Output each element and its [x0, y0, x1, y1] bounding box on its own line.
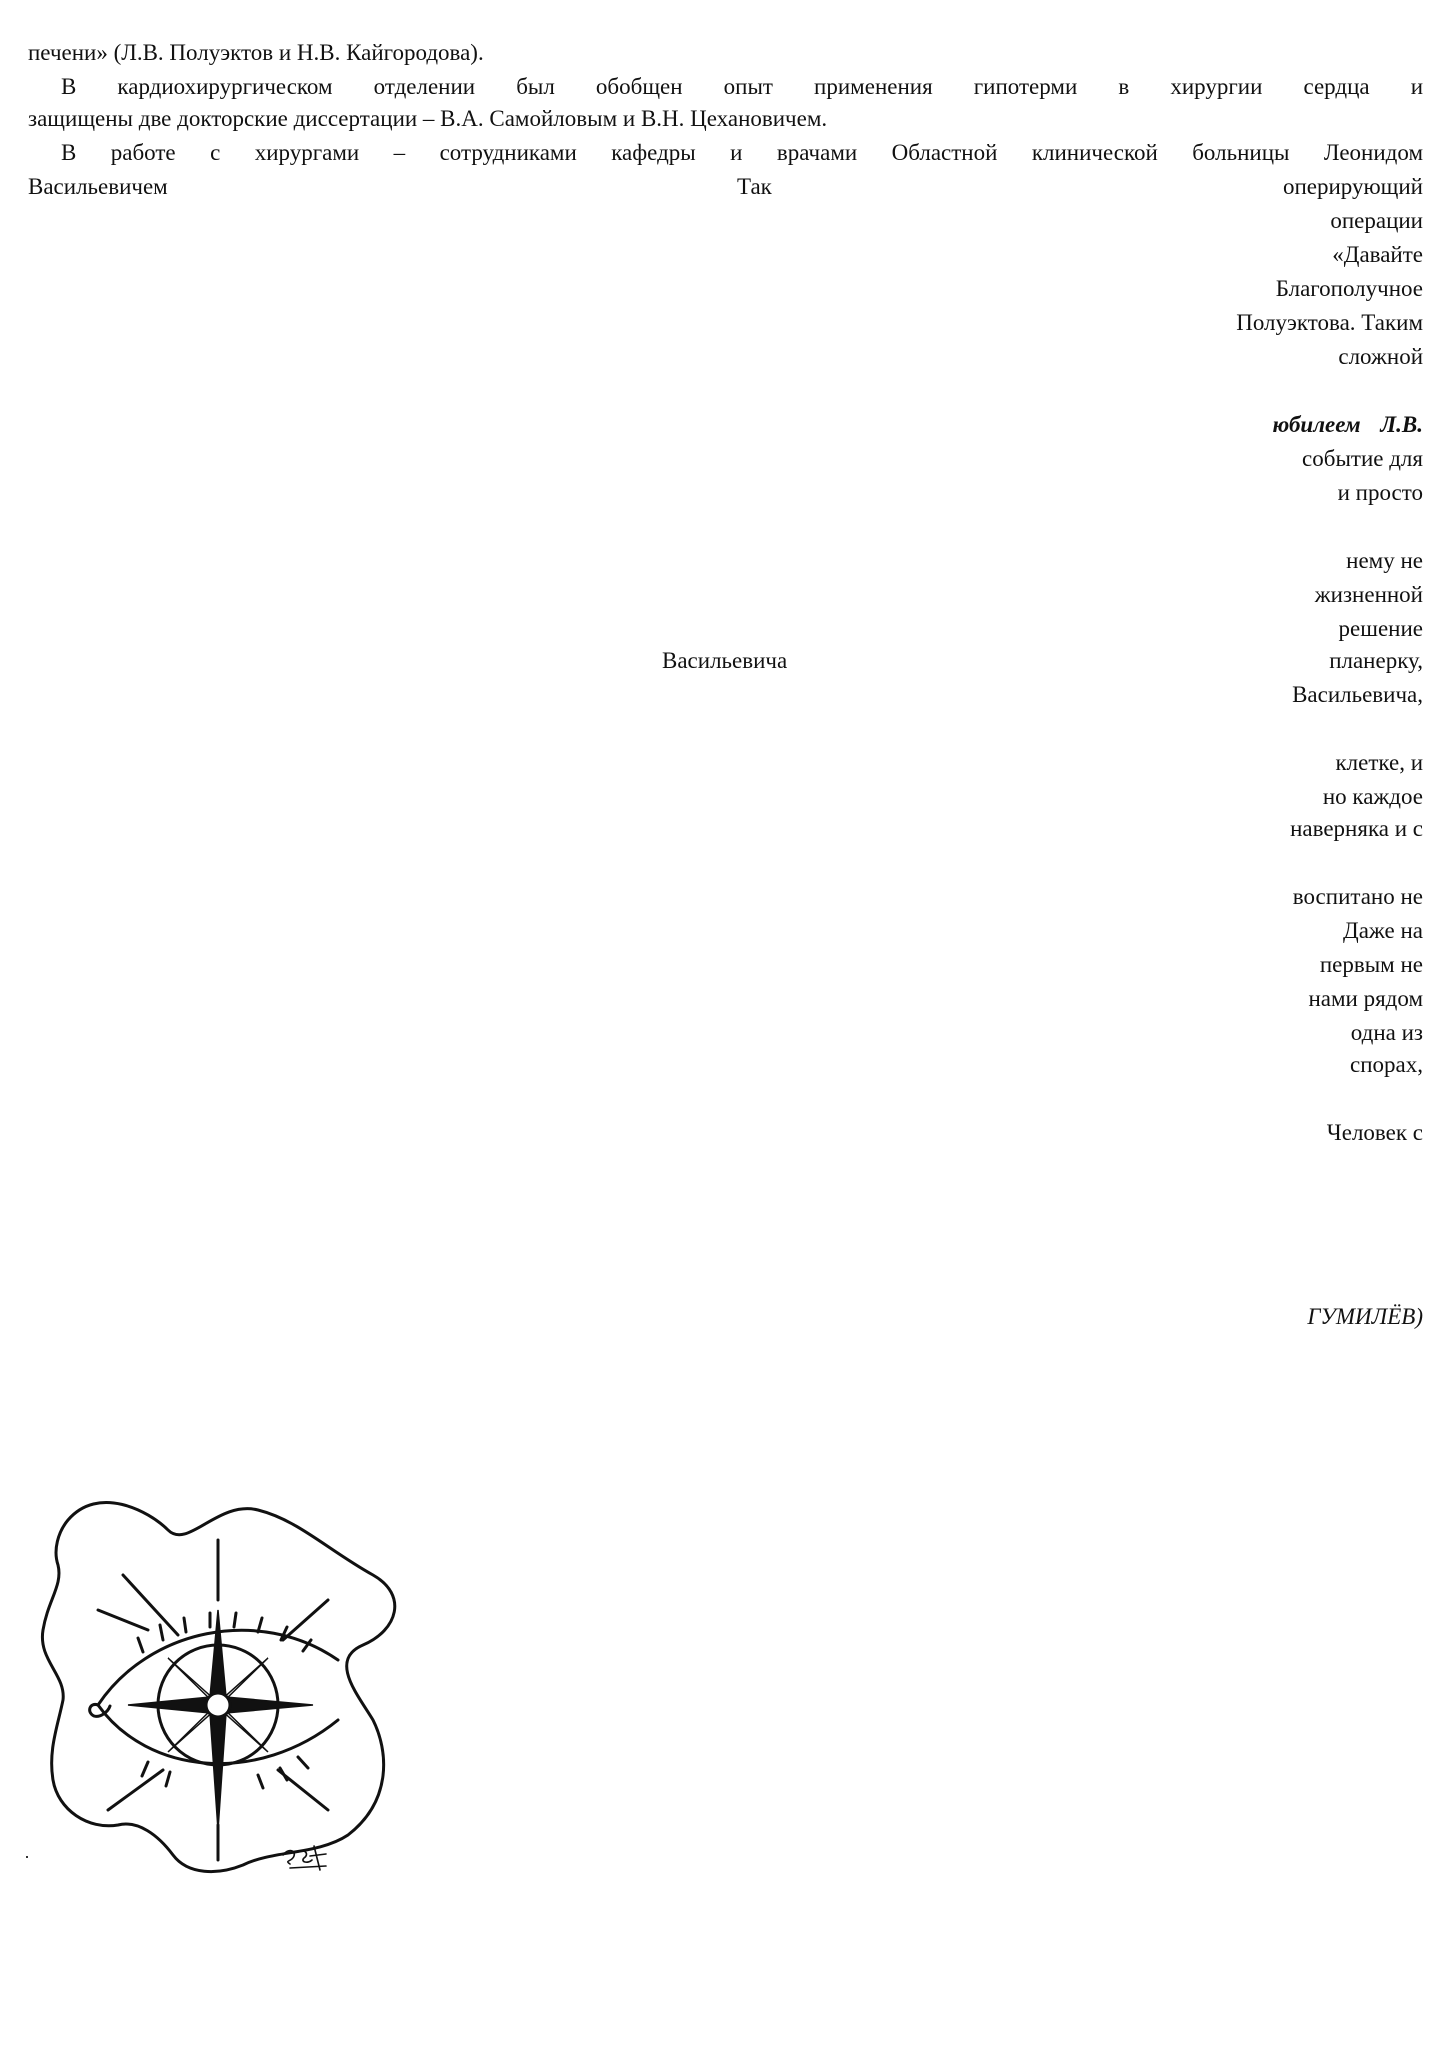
text-line: В работе с хирургами – сотрудниками кафедры и врачами Областной клинической больницы Леонидом	[61, 140, 1423, 165]
text-line: Благополучное	[1275, 276, 1423, 301]
text-line: и просто	[1337, 480, 1423, 505]
text-line: Даже на	[1343, 918, 1423, 943]
text-line: спорах,	[1350, 1052, 1423, 1077]
jubilee-word: юбилеем	[1272, 412, 1361, 437]
text-line: сложной	[1338, 344, 1423, 369]
eye-compass-illustration	[28, 1480, 408, 1880]
text-line: нами рядом	[1308, 986, 1423, 1011]
text-line: нему не	[1346, 548, 1423, 573]
text-line: Васильевича,	[1292, 682, 1423, 707]
text-line: Так	[737, 174, 772, 199]
text-line: «Давайте	[1332, 242, 1423, 267]
text-line: В кардиохирургическом отделении был обобщен опыт применения гипотерми в хирургии сердца и	[61, 74, 1423, 99]
text-line: первым не	[1319, 952, 1423, 977]
text-line: наверняка и с	[1290, 816, 1423, 841]
text-line: Полуэктова. Таким	[1236, 310, 1423, 335]
signature-gumilev: ГУМИЛЁВ)	[1307, 1304, 1423, 1329]
text-line: планерку,	[1329, 648, 1423, 673]
text-line: одна из	[1350, 1020, 1423, 1045]
text-line: решение	[1338, 616, 1423, 641]
text-line: воспитано не	[1292, 884, 1423, 909]
text-line: Васильевича	[662, 648, 788, 673]
text-line: операции	[1330, 208, 1423, 233]
text-line: жизненной	[1314, 582, 1423, 607]
jubilee-initials: Л.В.	[1380, 412, 1423, 437]
text-line: защищены две докторские диссертации – В.А. Самойловым и В.Н. Цехановичем.	[28, 106, 828, 131]
text-line: но каждое	[1322, 784, 1423, 809]
text-line: клетке, и	[1335, 750, 1423, 775]
text-line: Человек с	[1326, 1120, 1423, 1145]
text-line: событие для	[1302, 446, 1423, 471]
text-line: Васильевичем	[28, 174, 168, 199]
text-line: оперирующий	[1282, 174, 1423, 199]
jubilee-heading	[1272, 410, 1423, 440]
stray-dot	[26, 1856, 28, 1858]
text-line: печени» (Л.В. Полуэктов и Н.В. Кайгородова).	[28, 40, 484, 65]
